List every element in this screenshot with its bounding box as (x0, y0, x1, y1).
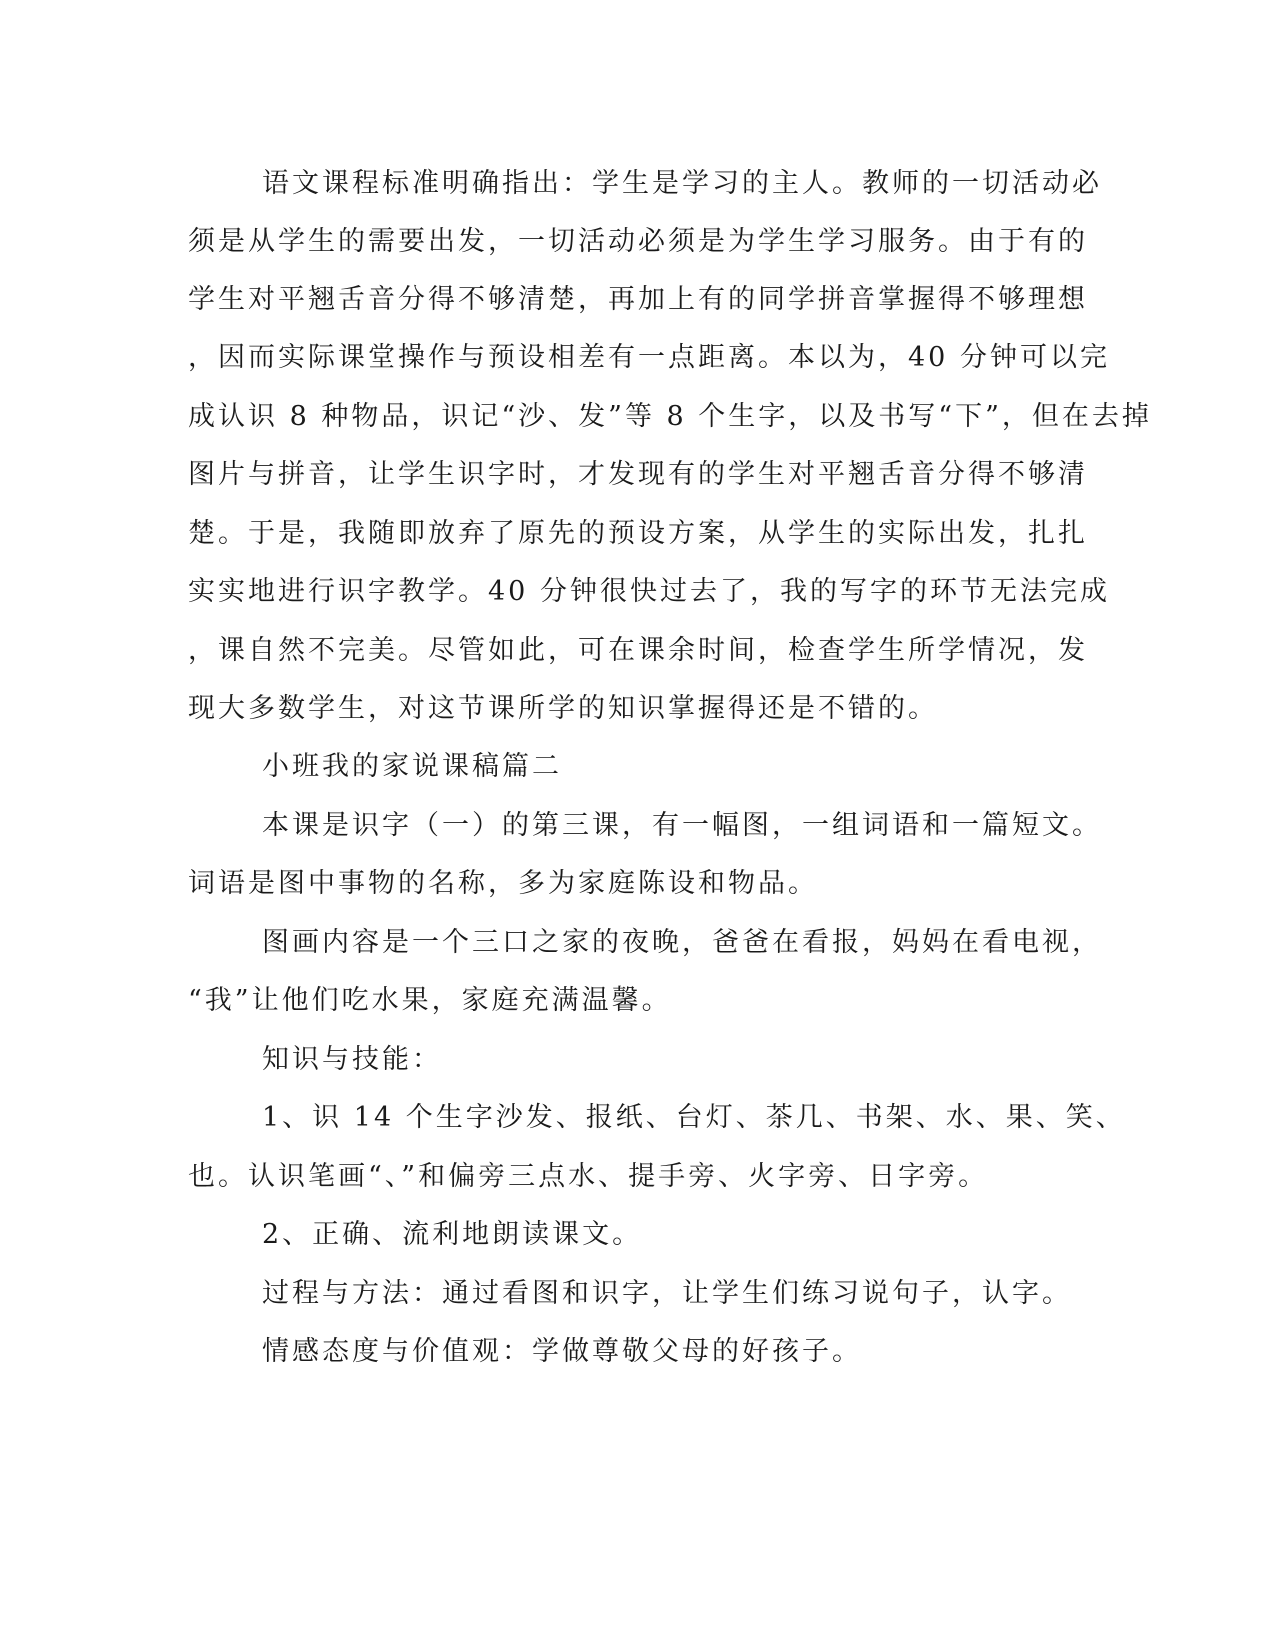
paragraph-line: 也。认识笔画“、”和偏旁三点水、提手旁、火字旁、日字旁。 (188, 1161, 989, 1192)
paragraph-line: 图片与拼音，让学生识字时，才发现有的学生对平翘舌音分得不够清 (188, 459, 1088, 490)
paragraph-line: 过程与方法：通过看图和识字，让学生们练习说句子，认字。 (262, 1278, 1072, 1309)
paragraph-line: 实实地进行识字教学。40 分钟很快过去了，我的写字的环节无法完成 (188, 576, 1110, 607)
paragraph-line: 学生对平翘舌音分得不够清楚，再加上有的同学拼音掌握得不够理想 (188, 284, 1088, 315)
paragraph-line: 须是从学生的需要出发，一切活动必须是为学生学习服务。由于有的 (188, 226, 1088, 257)
paragraph-line: 2、正确、流利地朗读课文。 (262, 1219, 643, 1250)
paragraph-line: 词语是图中事物的名称，多为家庭陈设和物品。 (188, 868, 818, 899)
paragraph-line: 本课是识字（一）的第三课，有一幅图，一组词语和一篇短文。 (262, 810, 1102, 841)
paragraph-line: 情感态度与价值观：学做尊敬父母的好孩子。 (262, 1336, 862, 1367)
paragraph-line: 楚。于是，我随即放弃了原先的预设方案，从学生的实际出发，扎扎 (188, 518, 1088, 549)
paragraph-line: ，因而实际课堂操作与预设相差有一点距离。本以为，40 分钟可以完 (188, 342, 1110, 373)
paragraph-line: 语文课程标准明确指出：学生是学习的主人。教师的一切活动必 (262, 168, 1102, 199)
paragraph-line: 图画内容是一个三口之家的夜晚，爸爸在看报，妈妈在看电视， (262, 927, 1102, 958)
section-heading: 小班我的家说课稿篇二 (262, 751, 562, 782)
paragraph-line: 成认识 8 种物品，识记“沙、发”等 8 个生字，以及书写“下”，但在去掉 (188, 401, 1152, 432)
paragraph-line: 1、识 14 个生字沙发、报纸、台灯、茶几、书架、水、果、笑、 (262, 1102, 1126, 1133)
paragraph-line: 现大多数学生，对这节课所学的知识掌握得还是不错的。 (188, 693, 938, 724)
paragraph-line: 知识与技能： (262, 1044, 442, 1075)
paragraph-line: ，课自然不完美。尽管如此，可在课余时间，检查学生所学情况，发 (188, 635, 1088, 666)
paragraph-line: “我”让他们吃水果，家庭充满温馨。 (188, 985, 672, 1016)
